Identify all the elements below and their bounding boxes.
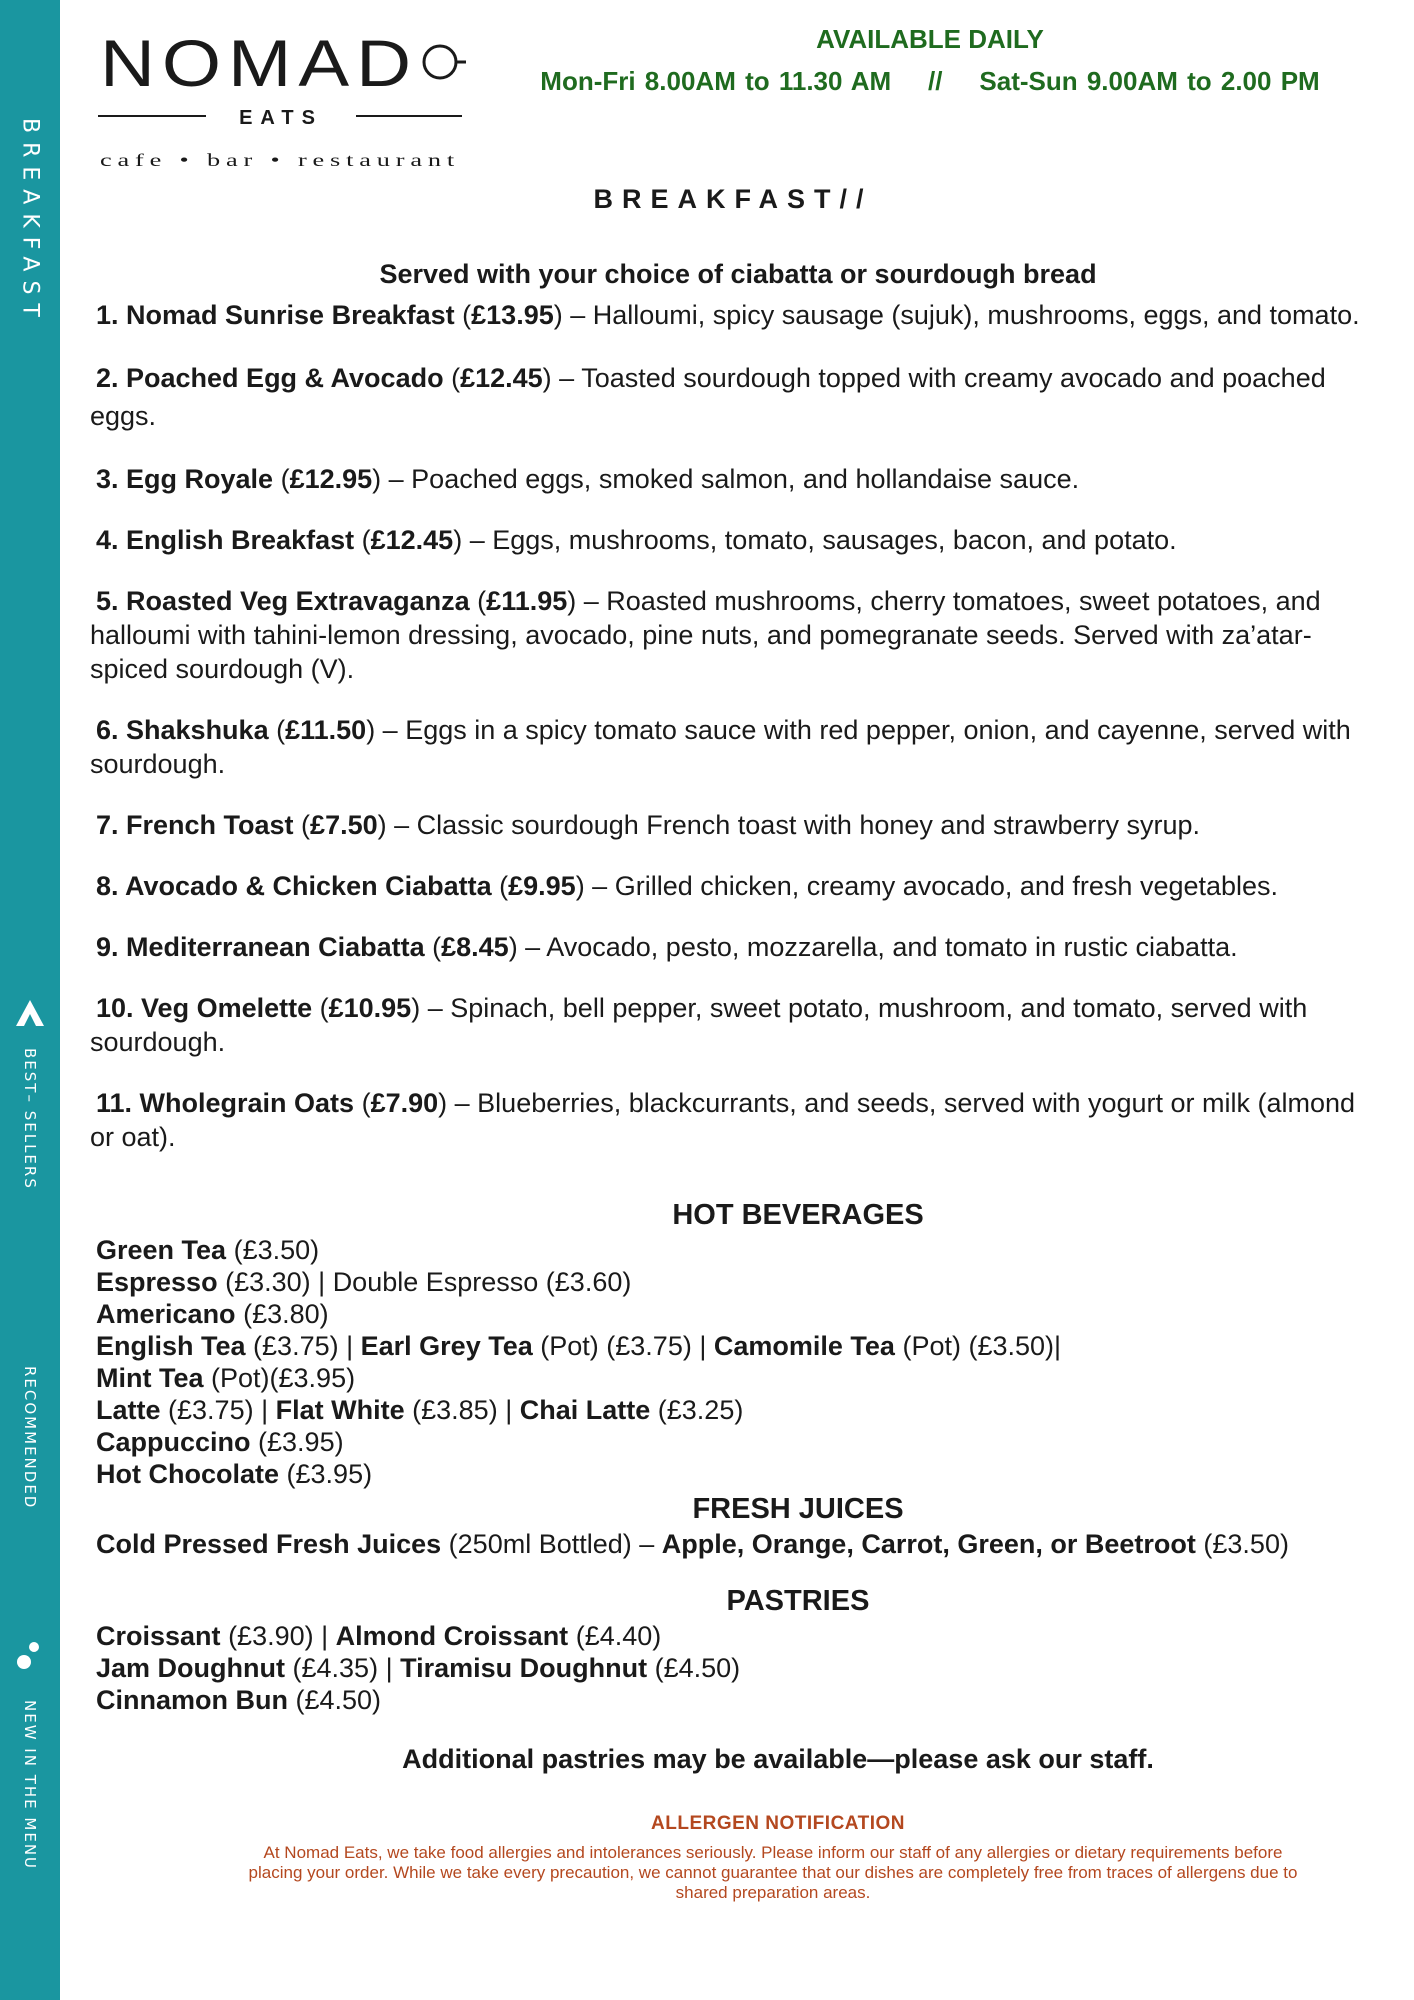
logo-tagline: cafe • bar • restaurant [100, 150, 460, 170]
allergen-text: At Nomad Eats, we take food allergies and intolerances seriously. Please inform our staff of any allergies or dietary requirements before placing your order. While we take every precaution, we cannot guarantee that our dishes are completely free from traces of allergens due to shared preparation areas. [248, 1843, 1298, 1902]
sidebar [0, 0, 60, 2000]
item-desc: Avocado, pesto, mozzarella, and tomato in rustic ciabatta. [546, 932, 1238, 962]
item-name: 3. Egg Royale [96, 464, 274, 494]
bev-name: Chai Latte [519, 1395, 651, 1425]
bev-price: (£3.85) [412, 1395, 498, 1425]
fresh-juices-title: FRESH JUICES [692, 1493, 904, 1525]
hot-beverages-title: HOT BEVERAGES [672, 1199, 924, 1231]
bev-price: (£3.80) [243, 1299, 329, 1329]
list-item [90, 1362, 1386, 1394]
item-name: 9. Mediterranean Ciabatta [96, 932, 425, 962]
logo-eats: EATS [239, 107, 323, 129]
bev-name: English Tea [96, 1331, 246, 1361]
new-dots-icon [14, 1640, 46, 1672]
logo-wordmark: NOMAD [100, 26, 418, 100]
menu-item: 10. Veg Omelette (£10.95) – Spinach, bell pepper, sweet potato, mushroom, and tomato, served with sourdough. [90, 993, 1308, 1057]
bev-name: Hot Chocolate [96, 1459, 280, 1489]
bev-extra: Double Espresso (£3.60) [332, 1267, 632, 1297]
menu-item: 11. Wholegrain Oats (£7.90) – Blueberries, blackcurrants, and seeds, served with yogurt or milk (almond or oat). [90, 1088, 1356, 1152]
menu-item: 2. Poached Egg & Avocado (£12.45) – Toasted sourdough topped with creamy avocado and poached eggs. [90, 363, 1326, 431]
list-item: English Tea (£3.75) | Earl Grey Tea (Pot) (£3.75) | Camomile Tea (Pot) (£3.50)| [96, 1331, 1062, 1361]
item-name: 1. Nomad Sunrise Breakfast [96, 300, 455, 330]
list-item: Croissant (£3.90) | Almond Croissant (£4.40) [96, 1621, 662, 1651]
bev-name: Espresso [96, 1267, 218, 1297]
item-price: £7.50 [310, 810, 378, 840]
item-desc: Grilled chicken, creamy avocado, and fresh vegetables. [614, 871, 1279, 901]
breakfast-list [90, 298, 1386, 1154]
menu-item: 4. English Breakfast (£12.45) – Eggs, mushrooms, tomato, sausages, bacon, and potato. [96, 525, 1177, 555]
bev-price: (£3.95) [258, 1427, 344, 1457]
list-item [90, 1684, 1386, 1716]
item-desc: Roasted mushrooms, cherry tomatoes, sweet potatoes, and halloumi with tahini-lemon dressing, avocado, pine nuts, and pomegranate seeds. Served with za’atar-spiced sourdough (V). [90, 586, 1321, 684]
list-item [90, 1426, 1386, 1458]
additional-pastries-note: Additional pastries may be available—please ask our staff. [402, 1744, 1154, 1774]
menu-item: 1. Nomad Sunrise Breakfast (£13.95) – Halloumi, spicy sausage (sujuk), mushrooms, eggs, and tomato. [96, 300, 1360, 330]
juice-flavours: Apple, Orange, Carrot, Green, or Beetroot [661, 1529, 1196, 1559]
best-seller-icon [14, 998, 46, 1030]
bev-name: Mint Tea [96, 1363, 204, 1393]
pastry-price: (£4.50) [295, 1685, 382, 1715]
bev-name: Green Tea [96, 1235, 227, 1265]
item-price: £11.50 [285, 715, 367, 745]
sidebar-breakfast-label: BREAKFAST [17, 118, 43, 326]
bev-price: (Pot) (£3.75) [540, 1331, 692, 1361]
sidebar-new-in-menu-label: NEW IN THE MENU [21, 1700, 39, 1871]
bev-price: (£3.75) [253, 1331, 339, 1361]
menu-item: 5. Roasted Veg Extravaganza (£11.95) – Roasted mushrooms, cherry tomatoes, sweet potatoes, and halloumi with tahini-lemon dressing, avocado, pine nuts, and pomegranate seeds. Served with za’atar-spiced sourdough (V). [90, 586, 1321, 684]
menu-item: 7. French Toast (£7.50) – Classic sourdough French toast with honey and strawberry syrup. [96, 810, 1201, 840]
pastry-name: Tiramisu Doughnut [400, 1653, 648, 1683]
item-name: 7. French Toast [96, 810, 294, 840]
item-desc: Halloumi, spicy sausage (sujuk), mushrooms, eggs, and tomato. [592, 300, 1360, 330]
item-name: 5. Roasted Veg Extravaganza [96, 586, 470, 616]
item-desc: Classic sourdough French toast with honey and strawberry syrup. [416, 810, 1201, 840]
item-desc: Eggs, mushrooms, tomato, sausages, bacon, and potato. [492, 525, 1177, 555]
list-item [90, 1234, 1386, 1266]
item-desc: Poached eggs, smoked salmon, and hollandaise sauce. [411, 464, 1080, 494]
item-price: £13.95 [471, 300, 554, 330]
bev-price: (£3.50) [233, 1235, 320, 1265]
pastry-price: (£3.90) [228, 1621, 314, 1651]
menu-item: 9. Mediterranean Ciabatta (£8.45) – Avocado, pesto, mozzarella, and tomato in rustic ciabatta. [96, 932, 1238, 962]
list-item: Jam Doughnut (£4.35) | Tiramisu Doughnut (£4.50) [96, 1653, 741, 1683]
sidebar-best-sellers-label: BEST– SELLERS [21, 1048, 39, 1190]
list-item [90, 1458, 1386, 1490]
pastries-list [90, 1620, 1386, 1716]
sidebar-recommended-label: RECOMMENDED [21, 1366, 39, 1510]
hot-beverages-list [90, 1234, 1386, 1490]
list-item: Latte (£3.75) | Flat White (£3.85) | Chai Latte (£3.25) [96, 1395, 744, 1425]
item-price: £7.90 [370, 1088, 439, 1118]
juice-price: (£3.50) [1203, 1529, 1289, 1559]
bev-name: Camomile Tea [713, 1331, 895, 1361]
pastries-title: PASTRIES [726, 1585, 870, 1617]
pastry-price: (£4.50) [654, 1653, 741, 1683]
nomad-eats-logo [96, 22, 466, 172]
availability-hours: Mon-Fri 8.00AM to 11.30 AM // Sat-Sun 9.00AM to 2.00 PM [540, 66, 1320, 96]
allergen-title: ALLERGEN NOTIFICATION [651, 1813, 905, 1834]
menu-content [90, 184, 1386, 1903]
menu-item: 3. Egg Royale (£12.95) – Poached eggs, smoked salmon, and hollandaise sauce. [96, 464, 1080, 494]
item-price: £12.45 [370, 525, 454, 555]
item-name: 8. Avocado & Chicken Ciabatta [96, 871, 492, 901]
item-desc: Blueberries, blackcurrants, and seeds, served with yogurt or milk (almond or oat). [90, 1088, 1356, 1152]
item-desc: Eggs in a spicy tomato sauce with red pepper, onion, and cayenne, served with sourdough. [90, 715, 1351, 779]
pastry-name: Almond Croissant [335, 1621, 569, 1651]
bev-name: Americano [96, 1299, 236, 1329]
bev-name: Flat White [275, 1395, 405, 1425]
item-name: 6. Shakshuka [96, 715, 269, 745]
menu-item: 6. Shakshuka (£11.50) – Eggs in a spicy tomato sauce with red pepper, onion, and cayenne, served with sourdough. [90, 715, 1351, 779]
item-name: 4. English Breakfast [96, 525, 355, 555]
section-title: BREAKFAST// [593, 184, 873, 214]
bev-price: (Pot)(£3.95) [211, 1363, 356, 1393]
pastry-name: Jam Doughnut [96, 1653, 285, 1683]
item-price: £9.95 [508, 871, 576, 901]
list-item: Espresso (£3.30) | Double Espresso (£3.60) [96, 1267, 632, 1297]
list-item [90, 1298, 1386, 1330]
bev-price: (£3.30) [225, 1267, 311, 1297]
item-price: £12.95 [289, 464, 373, 494]
item-name: 2. Poached Egg & Avocado [96, 363, 444, 393]
item-name: 11. Wholegrain Oats [96, 1088, 355, 1118]
bev-price: (Pot) (£3.50)| [902, 1331, 1062, 1361]
item-price: £8.45 [441, 932, 509, 962]
item-price: £12.45 [460, 363, 543, 393]
item-desc: Spinach, bell pepper, sweet potato, mushroom, and tomato, served with sourdough. [90, 993, 1308, 1057]
list-item [90, 1528, 1386, 1560]
bev-name: Cappuccino [96, 1427, 251, 1457]
item-desc: Toasted sourdough topped with creamy avocado and poached eggs. [90, 363, 1326, 431]
availability-banner [470, 18, 1390, 102]
pastry-name: Cinnamon Bun [96, 1685, 288, 1715]
juice-size: (250ml Bottled) – [448, 1529, 655, 1559]
bev-price: (£3.75) [168, 1395, 254, 1425]
availability-heading: AVAILABLE DAILY [816, 24, 1044, 54]
pastry-price: (£4.40) [575, 1621, 662, 1651]
served-with-note: Served with your choice of ciabatta or sourdough bread [379, 259, 1097, 289]
pastry-price: (£4.35) [292, 1653, 379, 1683]
crescent-moon-icon [14, 1316, 46, 1348]
item-price: £10.95 [328, 993, 412, 1023]
bev-price: (£3.95) [286, 1459, 373, 1489]
item-price: £11.95 [486, 586, 568, 616]
bev-price: (£3.25) [657, 1395, 744, 1425]
item-name: 10. Veg Omelette [96, 993, 313, 1023]
juice-name: Cold Pressed Fresh Juices [96, 1529, 442, 1559]
bev-name: Earl Grey Tea [360, 1331, 533, 1361]
bev-name: Latte [96, 1395, 161, 1425]
menu-item: 8. Avocado & Chicken Ciabatta (£9.95) – Grilled chicken, creamy avocado, and fresh vegetables. [96, 871, 1279, 901]
pastry-name: Croissant [96, 1621, 221, 1651]
